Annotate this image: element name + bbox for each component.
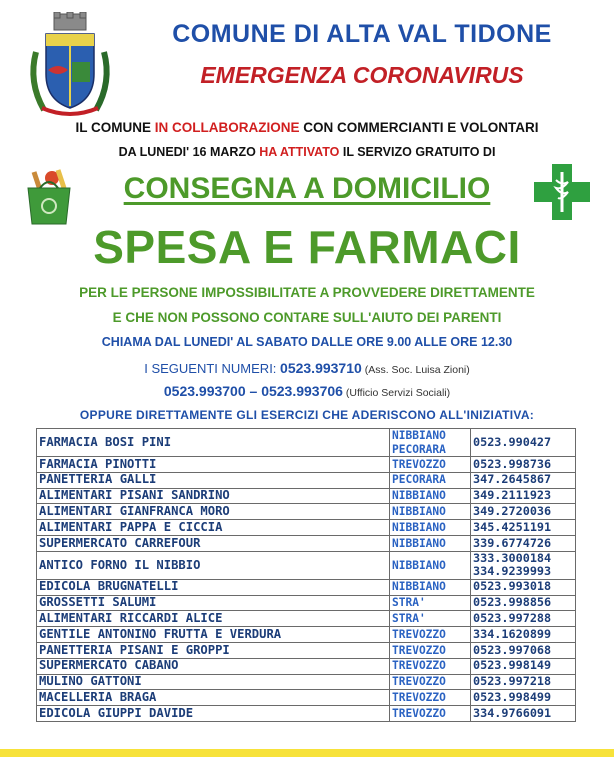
shop-phone <box>471 472 576 488</box>
intro-line-2-c: IL SERVIZO GRATUITO DI <box>339 145 496 159</box>
table-row <box>37 579 576 595</box>
delivery-heading: CONSEGNA A DOMICILIO <box>123 172 491 205</box>
shop-name: EDICOLA GIUPPI DAVIDE <box>37 706 390 722</box>
shop-location <box>390 504 471 520</box>
shop-location <box>390 642 471 658</box>
shop-location <box>390 658 471 674</box>
shop-phone-line: 0523.997288 <box>473 611 552 626</box>
shop-location-line: NIBBIANO <box>392 505 446 519</box>
grocery-bag-icon <box>14 166 84 226</box>
table-row <box>37 627 576 643</box>
intro-line-2-highlight: HA ATTIVATO <box>259 145 340 159</box>
shop-location <box>390 611 471 627</box>
shop-phone-line: 334.1620899 <box>473 626 552 641</box>
table-row <box>37 658 576 674</box>
table-row <box>37 642 576 658</box>
shop-name: ALIMENTARI GIANFRANCA MORO <box>37 504 390 520</box>
shop-name: ALIMENTARI PAPPA E CICCIA <box>37 520 390 536</box>
shop-phone-line: 0523.993018 <box>473 579 552 594</box>
intro-line-2 <box>0 145 614 159</box>
eligibility-line-1: PER LE PERSONE IMPOSSIBILITATE A PROVVEDERE DIRETTAMENTE <box>79 285 535 300</box>
phone-numbers-line-1 <box>0 360 614 376</box>
table-row <box>37 674 576 690</box>
table-row <box>37 595 576 611</box>
shop-location-line: NIBBIANO <box>392 558 446 572</box>
shop-phone <box>471 488 576 504</box>
shop-phone <box>471 674 576 690</box>
pharmacy-cross-icon <box>532 162 592 222</box>
shop-location <box>390 627 471 643</box>
table-row <box>37 690 576 706</box>
shop-phone-line: 334.9766091 <box>473 705 552 720</box>
shop-name: MULINO GATTONI <box>37 674 390 690</box>
shop-location <box>390 520 471 536</box>
shops-table <box>36 428 576 722</box>
numbers-label: I SEGUENTI NUMERI: <box>144 361 281 376</box>
table-row <box>37 488 576 504</box>
shop-phone-line: 345.4251191 <box>473 519 552 534</box>
table-row <box>37 535 576 551</box>
shop-location <box>390 551 471 579</box>
shop-location <box>390 472 471 488</box>
phone-number-1: 0523.993710 <box>280 360 362 376</box>
shop-location-line: TREVOZZO <box>392 659 446 673</box>
shop-phone-line: 0523.997068 <box>473 642 552 657</box>
shop-phone-line: 339.6774726 <box>473 535 552 550</box>
phone-number-2: 0523.993700 – 0523.993706 <box>163 383 343 399</box>
shop-name: GROSSETTI SALUMI <box>37 595 390 611</box>
shop-location <box>390 595 471 611</box>
shop-name: SUPERMERCATO CABANO <box>37 658 390 674</box>
phone-number-2-note: (Ufficio Servizi Sociali) <box>342 387 451 399</box>
shop-location <box>390 690 471 706</box>
eligibility-line-2: E CHE NON POSSONO CONTARE SULL'AIUTO DEI PARENTI <box>112 310 502 325</box>
shop-name: ALIMENTARI PISANI SANDRINO <box>37 488 390 504</box>
shop-location-line: PECORARA <box>392 442 446 456</box>
table-row <box>37 429 576 457</box>
shop-location-line: STRA' <box>392 596 426 610</box>
shop-phone <box>471 504 576 520</box>
table-row <box>37 504 576 520</box>
shop-name: SUPERMERCATO CARREFOUR <box>37 535 390 551</box>
shop-phone <box>471 690 576 706</box>
intro-line-1-a: IL COMUNE <box>75 120 155 135</box>
shop-phone-line: 0523.990427 <box>473 434 552 449</box>
table-row <box>37 520 576 536</box>
table-row <box>37 706 576 722</box>
emergency-subtitle: EMERGENZA CORONAVIRUS <box>200 62 524 88</box>
shop-phone <box>471 520 576 536</box>
shop-location-line: TREVOZZO <box>392 706 446 720</box>
table-row <box>37 551 576 579</box>
shop-phone <box>471 429 576 457</box>
shop-phone <box>471 579 576 595</box>
intro-line-2-a: DA LUNEDI' 16 MARZO <box>118 145 260 159</box>
shop-location-line: NIBBIANO <box>392 580 446 594</box>
shop-phone <box>471 642 576 658</box>
shop-name: MACELLERIA BRAGA <box>37 690 390 706</box>
shop-location-line: NIBBIANO <box>392 429 446 442</box>
shop-location-line: NIBBIANO <box>392 489 446 503</box>
shop-name: GENTILE ANTONINO FRUTTA E VERDURA <box>37 627 390 643</box>
call-hours: CHIAMA DAL LUNEDI' AL SABATO DALLE ORE 9.00 ALLE ORE 12.30 <box>101 335 513 349</box>
table-row <box>37 611 576 627</box>
shop-name: PANETTERIA PISANI E GROPPI <box>37 642 390 658</box>
shop-phone <box>471 457 576 473</box>
shop-location <box>390 457 471 473</box>
shop-phone <box>471 535 576 551</box>
shop-phone <box>471 706 576 722</box>
shop-location <box>390 706 471 722</box>
shop-location-line: TREVOZZO <box>392 457 446 471</box>
shop-phone-line: 333.3000184 <box>473 550 552 565</box>
shop-phone-line: 0523.998856 <box>473 595 552 610</box>
shop-name: ALIMENTARI RICCARDI ALICE <box>37 611 390 627</box>
shop-name: EDICOLA BRUGNATELLI <box>37 579 390 595</box>
shop-phone-line: 347.2645867 <box>473 472 552 487</box>
shop-phone-line: 349.2111923 <box>473 488 552 503</box>
shop-location <box>390 579 471 595</box>
shop-phone-line: 0523.998736 <box>473 456 552 471</box>
shop-phone <box>471 595 576 611</box>
shopping-pharmacy-heading: SPESA E FARMACI <box>93 221 521 273</box>
shop-location <box>390 535 471 551</box>
shop-phone-line: 334.9239993 <box>473 564 552 579</box>
shop-location-line: TREVOZZO <box>392 691 446 704</box>
shop-location <box>390 674 471 690</box>
shop-phone-line: 349.2720036 <box>473 504 552 519</box>
table-row <box>37 472 576 488</box>
phone-number-1-note: (Ass. Soc. Luisa Zioni) <box>361 364 470 376</box>
shop-location-line: TREVOZZO <box>392 643 446 657</box>
shop-name: FARMACIA PINOTTI <box>37 457 390 473</box>
shop-phone <box>471 627 576 643</box>
shop-location-line: STRA' <box>392 612 426 626</box>
intro-line-1-c: CON COMMERCIANTI E VOLONTARI <box>299 120 539 135</box>
shop-phone-line: 0523.998149 <box>473 658 552 673</box>
table-row <box>37 457 576 473</box>
shop-name: PANETTERIA GALLI <box>37 472 390 488</box>
shop-phone <box>471 551 576 579</box>
shop-name: ANTICO FORNO IL NIBBIO <box>37 551 390 579</box>
comune-title: COMUNE DI ALTA VAL TIDONE <box>172 20 552 48</box>
participating-shops-intro: OPPURE DIRETTAMENTE GLI ESERCIZI CHE ADERISCONO ALL'INIZIATIVA: <box>79 408 535 422</box>
shop-phone-line: 0523.998499 <box>473 690 552 704</box>
shop-location-line: TREVOZZO <box>392 675 446 689</box>
shop-phone-line: 0523.997218 <box>473 674 552 689</box>
shop-location-line: NIBBIANO <box>392 520 446 534</box>
bottom-bar <box>0 749 614 757</box>
shop-name: FARMACIA BOSI PINI <box>37 429 390 457</box>
shop-location <box>390 488 471 504</box>
intro-line-1-highlight: IN COLLABORAZIONE <box>154 120 300 135</box>
shop-phone <box>471 611 576 627</box>
shop-location <box>390 429 471 457</box>
intro-line-1 <box>0 120 614 135</box>
shop-location-line: TREVOZZO <box>392 627 446 641</box>
shop-phone <box>471 658 576 674</box>
municipal-crest-icon <box>24 12 116 122</box>
shop-location-line: PECORARA <box>392 473 446 487</box>
phone-numbers-line-2 <box>0 383 614 399</box>
shop-location-line: NIBBIANO <box>392 536 446 550</box>
